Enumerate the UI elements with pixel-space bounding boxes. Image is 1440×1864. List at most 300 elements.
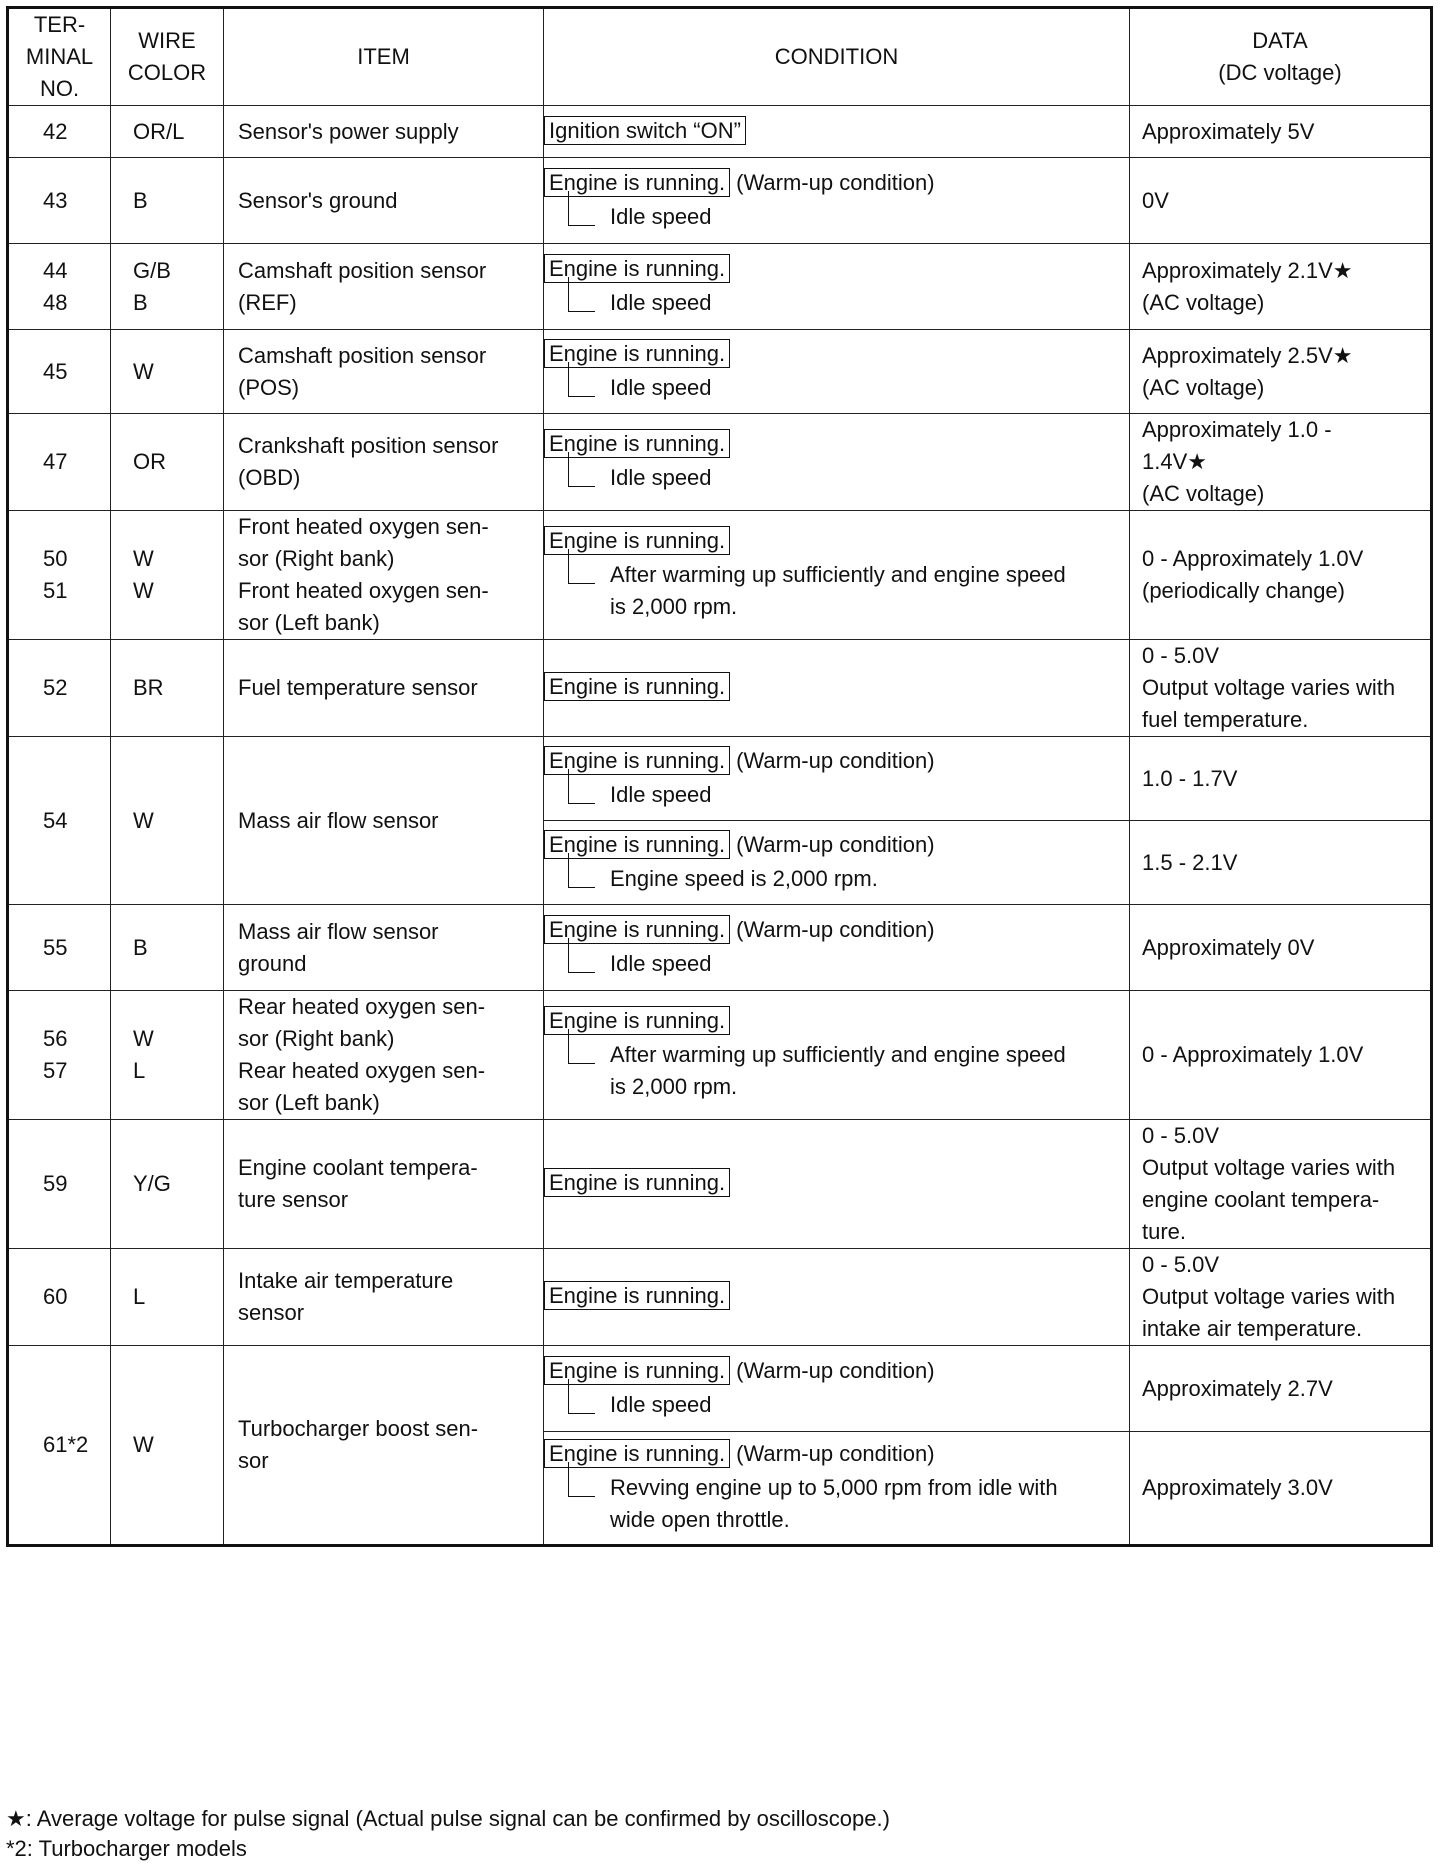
condition-boxed-label: Engine is running. [544, 915, 730, 944]
data-cell [1130, 1120, 1432, 1249]
condition-boxed-label: Engine is running. [544, 339, 730, 368]
data-text [1130, 543, 1430, 607]
footnote-turbo: *2: Turbocharger models [6, 1836, 247, 1861]
branch-connector-icon [568, 452, 595, 487]
wire-color-line: L [133, 1284, 146, 1309]
condition-sub-line: Idle speed [610, 781, 712, 807]
condition-note: (Warm-up condition) [736, 1441, 935, 1466]
item-cell [224, 511, 544, 640]
footnote-star: ★: Average voltage for pulse signal (Actual pulse signal can be confirmed by oscilloscope.) [6, 1806, 890, 1831]
terminal-cell [8, 1120, 111, 1249]
item-line: ture sensor [238, 1187, 349, 1212]
data-line: (AC voltage) [1142, 289, 1265, 315]
table-row [8, 414, 1432, 511]
condition-note: (Warm-up condition) [736, 916, 935, 942]
condition-boxed-label: Engine is running. [544, 1281, 730, 1310]
header-terminal-line: TER- [33, 12, 86, 37]
item-line: Mass air flow sensor [238, 807, 439, 833]
condition-block [544, 1434, 1129, 1542]
terminal-text [9, 805, 110, 837]
condition-sub [544, 948, 1129, 980]
wire-color-text [111, 255, 223, 319]
data-text [1130, 932, 1430, 964]
data-line: intake air temperature. [1142, 1316, 1363, 1341]
wire-color-cell [111, 737, 224, 905]
condition-boxed-label: Engine is running. [544, 1439, 730, 1468]
data-cell [1130, 821, 1432, 905]
data-text [1130, 255, 1430, 319]
condition-boxed-label: Engine is running. [544, 1356, 730, 1385]
terminal-text [9, 1168, 110, 1200]
branch-connector-icon [568, 769, 595, 804]
header-data [1130, 8, 1432, 106]
item-text [224, 255, 543, 319]
item-line: Sensor's power supply [238, 118, 459, 144]
header-terminal [8, 8, 111, 106]
condition-cell [544, 106, 1130, 158]
condition-main [544, 338, 1129, 370]
condition-boxed-label: Engine is running. [544, 429, 730, 458]
data-cell [1130, 737, 1432, 821]
condition-sub [544, 779, 1129, 811]
item-text [224, 340, 543, 404]
data-line: (AC voltage) [1142, 374, 1265, 400]
condition-boxed-label: Engine is running. [544, 1006, 730, 1035]
condition-cell [544, 1432, 1130, 1546]
condition-boxed-label: Engine is running. [544, 254, 730, 283]
item-cell [224, 330, 544, 414]
condition-main [544, 914, 1129, 946]
condition-cell [544, 511, 1130, 640]
table-row [8, 244, 1432, 330]
data-line: 0 - 5.0V [1142, 1123, 1220, 1148]
data-text [1130, 340, 1430, 404]
data-line: 0 - Approximately 1.0V [1142, 1042, 1364, 1067]
data-line: 1.4V★ [1142, 449, 1207, 474]
wire-color-cell [111, 330, 224, 414]
wire-color-cell [111, 244, 224, 330]
condition-sub [544, 863, 1129, 895]
condition-block [544, 1163, 1129, 1205]
branch-connector-icon [568, 191, 595, 226]
wire-color-cell [111, 640, 224, 737]
data-text [1130, 1249, 1430, 1345]
wire-color-cell [111, 158, 224, 244]
item-text [224, 916, 543, 980]
condition-main [544, 428, 1129, 460]
wire-color-cell [111, 511, 224, 640]
terminal-cell [8, 905, 111, 991]
data-line: Approximately 3.0V [1142, 1475, 1333, 1500]
branch-connector-icon [568, 1462, 595, 1497]
data-text [1130, 1120, 1430, 1248]
header-data-line: DATA [1252, 28, 1308, 53]
terminal-text [9, 543, 110, 607]
condition-sub-line: Idle speed [610, 374, 712, 400]
data-cell [1130, 158, 1432, 244]
terminal-line: 50 [43, 546, 68, 571]
condition-main [544, 115, 1129, 147]
data-line: Approximately 2.7V [1142, 1375, 1333, 1401]
item-line: Camshaft position sensor [238, 342, 487, 368]
condition-main [544, 1438, 1129, 1470]
table-row [8, 991, 1432, 1120]
item-line: sor (Left bank) [238, 1090, 380, 1115]
wire-color-text [111, 356, 223, 388]
data-line: Approximately 5V [1142, 118, 1315, 144]
terminal-text [9, 1023, 110, 1087]
item-text [224, 991, 543, 1119]
item-line: Intake air temperature [238, 1268, 454, 1293]
terminal-line: 59 [43, 1171, 68, 1196]
item-line: sor (Right bank) [238, 546, 395, 571]
wire-color-line: BR [133, 675, 164, 700]
terminal-line: 48 [43, 289, 68, 315]
wire-color-text [111, 805, 223, 837]
condition-sub-line: After warming up sufficiently and engine speed [610, 1042, 1066, 1067]
data-line: Output voltage varies with [1142, 1284, 1396, 1309]
wire-color-line: W [133, 546, 154, 571]
header-wire-line: WIRE [138, 28, 196, 53]
item-text [224, 430, 543, 494]
terminal-cell [8, 737, 111, 905]
data-cell [1130, 1249, 1432, 1346]
condition-boxed-label: Ignition switch “ON” [544, 116, 746, 145]
terminal-line: 56 [43, 1026, 68, 1051]
data-cell [1130, 511, 1432, 640]
wire-color-line: W [133, 807, 154, 833]
condition-boxed-label: Engine is running. [544, 672, 730, 701]
header-wire [111, 8, 224, 106]
condition-block [544, 334, 1129, 410]
condition-sub-line: Idle speed [610, 203, 712, 229]
terminal-line: 42 [43, 118, 68, 144]
terminal-line: 52 [43, 675, 68, 700]
data-line: Approximately 2.1V★ [1142, 257, 1353, 283]
table-row [8, 158, 1432, 244]
terminal-text [9, 1429, 110, 1461]
terminal-text [9, 672, 110, 704]
terminal-text [9, 255, 110, 319]
branch-connector-icon [568, 549, 595, 584]
branch-connector-icon [568, 362, 595, 397]
branch-connector-icon [568, 277, 595, 312]
table-row [8, 511, 1432, 640]
item-line: Sensor's ground [238, 187, 398, 213]
wire-color-cell [111, 1346, 224, 1546]
item-line: Turbocharger boost sen- [238, 1416, 479, 1441]
condition-cell [544, 414, 1130, 511]
condition-main [544, 829, 1129, 861]
branch-connector-icon [568, 1379, 595, 1414]
condition-block [544, 521, 1129, 629]
item-line: Front heated oxygen sen- [238, 514, 489, 539]
condition-block [544, 741, 1129, 817]
item-text [224, 672, 543, 704]
condition-main [544, 1005, 1129, 1037]
data-line: engine coolant tempera- [1142, 1187, 1380, 1212]
data-line: 1.0 - 1.7V [1142, 765, 1238, 791]
condition-sub [544, 1039, 1129, 1103]
table-row [8, 330, 1432, 414]
condition-boxed-label: Engine is running. [544, 746, 730, 775]
terminal-cell [8, 414, 111, 511]
data-cell [1130, 106, 1432, 158]
item-line: sor [238, 1448, 269, 1473]
terminal-line: 55 [43, 934, 68, 960]
condition-boxed-label: Engine is running. [544, 830, 730, 859]
condition-main [544, 671, 1129, 703]
item-line: Front heated oxygen sen- [238, 578, 489, 603]
item-line: (REF) [238, 289, 297, 315]
item-line: Rear heated oxygen sen- [238, 1058, 486, 1083]
data-cell [1130, 991, 1432, 1120]
condition-note: (Warm-up condition) [736, 169, 935, 195]
header-condition: CONDITION [544, 8, 1130, 106]
item-cell [224, 1346, 544, 1546]
terminal-cell [8, 511, 111, 640]
data-cell [1130, 330, 1432, 414]
item-cell [224, 737, 544, 905]
data-text [1130, 116, 1430, 148]
data-line: Approximately 0V [1142, 934, 1315, 960]
item-cell [224, 414, 544, 511]
item-cell [224, 640, 544, 737]
item-text [224, 116, 543, 148]
footnotes [6, 1804, 890, 1864]
data-text [1130, 640, 1430, 736]
terminal-line: 47 [43, 449, 68, 474]
wire-color-text [111, 1168, 223, 1200]
terminal-cell [8, 991, 111, 1120]
data-text [1130, 185, 1430, 217]
wire-color-cell [111, 414, 224, 511]
item-line: Rear heated oxygen sen- [238, 994, 486, 1019]
item-line: Crankshaft position sensor [238, 433, 499, 458]
terminal-line: 44 [43, 257, 68, 283]
wire-color-cell [111, 1249, 224, 1346]
data-text [1130, 1039, 1430, 1071]
terminal-table [6, 6, 1433, 1547]
terminal-line: 45 [43, 358, 68, 384]
header-terminal-line: MINAL [25, 44, 94, 69]
item-text [224, 805, 543, 837]
wire-color-text [111, 116, 223, 148]
condition-sub [544, 201, 1129, 233]
branch-connector-icon [568, 938, 595, 973]
table-row [8, 1346, 1432, 1432]
terminal-text [9, 446, 110, 478]
wire-color-line: OR [133, 449, 166, 474]
condition-main [544, 253, 1129, 285]
terminal-line: 51 [43, 578, 68, 603]
condition-sub-line: Engine speed is 2,000 rpm. [610, 865, 878, 891]
item-line: sensor [238, 1300, 305, 1325]
wire-color-text [111, 932, 223, 964]
item-line: (POS) [238, 374, 300, 400]
condition-cell [544, 905, 1130, 991]
condition-sub-line: Idle speed [610, 289, 712, 315]
item-line: Fuel temperature sensor [238, 675, 478, 700]
table-row [8, 1249, 1432, 1346]
condition-cell [544, 330, 1130, 414]
condition-sub [544, 287, 1129, 319]
condition-block [544, 424, 1129, 500]
wire-color-line: W [133, 358, 154, 384]
condition-cell [544, 821, 1130, 905]
wire-color-text [111, 1429, 223, 1461]
condition-boxed-label: Engine is running. [544, 1168, 730, 1197]
condition-sub [544, 372, 1129, 404]
wire-color-line: B [133, 187, 148, 213]
condition-sub-line: wide open throttle. [610, 1507, 790, 1532]
data-line: fuel temperature. [1142, 707, 1309, 732]
condition-main [544, 1167, 1129, 1199]
data-text [1130, 763, 1430, 795]
wire-color-text [111, 446, 223, 478]
wire-color-line: G/B [133, 257, 171, 283]
condition-main [544, 1280, 1129, 1312]
data-line: 0V [1142, 187, 1169, 213]
table-body [8, 106, 1432, 1546]
condition-sub-line: Revving engine up to 5,000 rpm from idle with [610, 1475, 1058, 1500]
condition-cell [544, 158, 1130, 244]
item-line: ground [238, 950, 307, 976]
data-line: 0 - Approximately 1.0V [1142, 546, 1364, 571]
wire-color-text [111, 1281, 223, 1313]
wire-color-cell [111, 905, 224, 991]
condition-boxed-label: Engine is running. [544, 168, 730, 197]
item-text [224, 1152, 543, 1216]
data-line: (periodically change) [1142, 578, 1345, 603]
terminal-cell [8, 1346, 111, 1546]
terminal-data-sheet [6, 6, 1430, 1547]
item-cell [224, 244, 544, 330]
terminal-cell [8, 106, 111, 158]
terminal-text [9, 185, 110, 217]
condition-boxed-label: Engine is running. [544, 526, 730, 555]
condition-block [544, 111, 1129, 153]
data-line: (AC voltage) [1142, 481, 1265, 506]
condition-block [544, 1351, 1129, 1427]
wire-color-cell [111, 1120, 224, 1249]
condition-cell [544, 737, 1130, 821]
terminal-line: 61*2 [43, 1432, 89, 1457]
data-line: 0 - 5.0V [1142, 643, 1220, 668]
item-line: Mass air flow sensor [238, 918, 439, 944]
table-row [8, 905, 1432, 991]
terminal-text [9, 932, 110, 964]
wire-color-text [111, 543, 223, 607]
wire-color-line: OR/L [133, 118, 185, 144]
item-cell [224, 1249, 544, 1346]
header-terminal-line: NO. [39, 76, 80, 101]
item-line: sor (Left bank) [238, 610, 380, 635]
wire-color-line: W [133, 578, 154, 603]
table-row [8, 640, 1432, 737]
table-row [8, 106, 1432, 158]
data-line: 1.5 - 2.1V [1142, 849, 1238, 875]
data-line: Output voltage varies with [1142, 1155, 1396, 1180]
wire-color-cell [111, 991, 224, 1120]
terminal-line: 43 [43, 187, 68, 213]
data-line: Approximately 2.5V★ [1142, 342, 1353, 368]
item-text [224, 1413, 543, 1477]
condition-cell [544, 1346, 1130, 1432]
header-data-line: (DC voltage) [1218, 60, 1342, 85]
terminal-cell [8, 244, 111, 330]
item-line: Engine coolant tempera- [238, 1155, 478, 1180]
table-row [8, 737, 1432, 821]
terminal-line: 54 [43, 807, 68, 833]
condition-sub-line: Idle speed [610, 950, 712, 976]
wire-color-line: L [133, 1058, 146, 1083]
condition-block [544, 910, 1129, 986]
condition-main [544, 167, 1129, 199]
condition-block [544, 1276, 1129, 1318]
terminal-cell [8, 640, 111, 737]
condition-sub [544, 1472, 1129, 1536]
header-row [8, 8, 1432, 106]
terminal-text [9, 116, 110, 148]
condition-block [544, 163, 1129, 239]
data-text [1130, 847, 1430, 879]
condition-block [544, 1001, 1129, 1109]
data-cell [1130, 244, 1432, 330]
item-cell [224, 991, 544, 1120]
wire-color-text [111, 672, 223, 704]
branch-connector-icon [568, 1029, 595, 1064]
condition-sub-line: After warming up sufficiently and engine speed [610, 562, 1066, 587]
wire-color-line: Y/G [133, 1171, 171, 1196]
terminal-text [9, 356, 110, 388]
item-cell [224, 158, 544, 244]
wire-color-line: W [133, 1432, 154, 1457]
terminal-cell [8, 330, 111, 414]
condition-block [544, 249, 1129, 325]
data-cell [1130, 1432, 1432, 1546]
wire-color-line: W [133, 1026, 154, 1051]
header-item: ITEM [224, 8, 544, 106]
data-cell [1130, 414, 1432, 511]
data-line: 0 - 5.0V [1142, 1252, 1220, 1277]
data-line: Output voltage varies with [1142, 675, 1396, 700]
item-line: (OBD) [238, 465, 301, 490]
wire-color-text [111, 1023, 223, 1087]
condition-cell [544, 244, 1130, 330]
header-wire-line: COLOR [127, 60, 207, 85]
data-cell [1130, 640, 1432, 737]
terminal-cell [8, 158, 111, 244]
data-cell [1130, 1346, 1432, 1432]
condition-sub-line: Idle speed [610, 1391, 712, 1417]
wire-color-cell [111, 106, 224, 158]
condition-sub-line: Idle speed [610, 465, 712, 490]
condition-main [544, 745, 1129, 777]
wire-color-text [111, 185, 223, 217]
data-text [1130, 1472, 1430, 1504]
wire-color-line: B [133, 934, 148, 960]
item-text [224, 1265, 543, 1329]
condition-note: (Warm-up condition) [736, 831, 935, 857]
data-cell [1130, 905, 1432, 991]
wire-color-line: B [133, 289, 148, 315]
data-line: Approximately 1.0 - [1142, 417, 1332, 442]
terminal-line: 60 [43, 1284, 68, 1309]
data-text [1130, 1373, 1430, 1405]
terminal-text [9, 1281, 110, 1313]
item-line: Camshaft position sensor [238, 257, 487, 283]
